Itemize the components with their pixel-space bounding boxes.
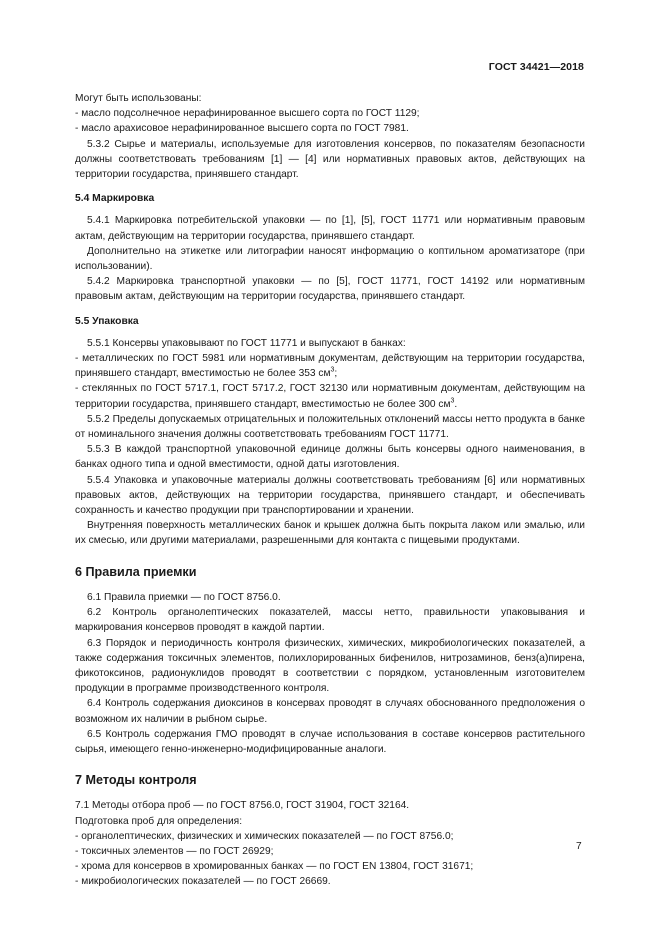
paragraph: Могут быть использованы: [75, 93, 202, 104]
page-number: 7 [576, 841, 582, 852]
paragraph: 5.5.4 Упаковка и упаковочные материалы должны соответствовать требованиям [6] или нормативных правовых актов, действующих на территории государства, принявшего стандарт, и обеспечивать сохранность и качество продукции при транспортировании и хранении. [75, 474, 585, 517]
list-item: - микробиологических показателей — по ГОСТ 26669. [75, 876, 331, 888]
document-header: ГОСТ 34421—2018 [488, 61, 584, 73]
paragraph: 5.4.1 Маркировка потребительской упаковки — по [1], [5], ГОСТ 11771 или нормативным правовым актам, действующим на территории государства, принявшего стандарт. [75, 215, 585, 242]
paragraph: 6.1 Правила приемки — по ГОСТ 8756.0. [87, 591, 281, 603]
list-item: - масло арахисовое нерафинированное высшего сорта по ГОСТ 7981. [75, 123, 409, 135]
paragraph: 5.3.2 Сырье и материалы, используемые для изготовления консервов, по показателям безопасности должны соответствовать требованиям [1] — [4] или нормативных правовых актов, действующих на территории государства, принявшего стандарт. [75, 138, 585, 181]
list-item: - токсичных элементов — по ГОСТ 26929; [75, 845, 274, 857]
paragraph: 5.5.3 В каждой транспортной упаковочной единице должны быть консервы одного наименования, в банках одного типа и одной вместимости, одной даты изготовления. [75, 444, 585, 471]
list-item: - органолептических, физических и химических показателей — по ГОСТ 8756.0; [75, 830, 454, 842]
section-heading-5-4: 5.4 Маркировка [75, 193, 155, 205]
paragraph: 5.5.2 Пределы допускаемых отрицательных и положительных отклонений массы нетто продукта в банке от номинального значения должны соответствовать требованиям ГОСТ 11771. [75, 413, 585, 441]
section-heading-5-5: 5.5 Упаковка [75, 315, 139, 327]
paragraph: 6.3 Порядок и периодичность контроля физических, химических, микробиологических показателей, а также содержания токсичных элементов, полихлорированных бифенилов, нитрозаминов, бенз(а)пирена, фикотоксинов, радионуклидов проводят в соответствии с порядком, установленным изготовителем продукции в программе производственного контроля. [75, 637, 585, 695]
paragraph: Внутренняя поверхность металлических банок и крышек должна быть покрыта лаком или эмалью, или их смесью, или другими материалами, разрешенными для контакта с пищевыми продуктами. [75, 520, 585, 547]
paragraph: Подготовка проб для определения: [75, 815, 243, 827]
paragraph: 7.1 Методы отбора проб — по ГОСТ 8756.0, ГОСТ 31904, ГОСТ 32164. [75, 800, 410, 812]
section-heading-7: 7 Методы контроля [75, 773, 197, 788]
list-item: - металлических по ГОСТ 5981 или нормативным документам, действующим на территории государства, принявшего стандарт, вместимостью не более 353 $см^3$; [75, 353, 585, 380]
list-item: - хрома для консервов в хромированных банках — по ГОСТ EN 13804, ГОСТ 31671; [75, 861, 474, 873]
paragraph: 6.4 Контроль содержания диоксинов в консервах проводят в случаях обоснованного предположения о возможном их наличии в рыбном сырье. [75, 698, 585, 725]
paragraph: Дополнительно на этикетке или литографии наносят информацию о коптильном ароматизаторе (при использовании). [75, 245, 585, 273]
section-heading-6: 6 Правила приемки [75, 564, 197, 579]
paragraph: 6.2 Контроль органолептических показателей, массы нетто, правильности упаковывания и маркирования консервов проводят в каждой партии. [75, 607, 585, 634]
paragraph: 5.5.1 Консервы упаковывают по ГОСТ 11771 и выпускают в банках: [87, 337, 406, 349]
document-body [75, 91, 585, 890]
list-item: - масло подсолнечное нерафинированное высшего сорта по ГОСТ 1129; [75, 108, 420, 120]
paragraph: 5.4.2 Маркировка транспортной упаковки — по [5], ГОСТ 11771, ГОСТ 14192 или нормативным правовым актам, действующим на территории государства, принявшего стандарт. [75, 276, 585, 303]
paragraph: 6.5 Контроль содержания ГМО проводят в случае использования в составе консервов растительного сырья, имеющего генно-инженерно-модифицированные аналоги. [75, 728, 585, 755]
list-item: - стеклянных по ГОСТ 5717.1, ГОСТ 5717.2, ГОСТ 32130 или нормативным документам, действующим на территории государства, принявшего стандарт, вместимостью не более 300 $см^3$. [75, 383, 585, 410]
